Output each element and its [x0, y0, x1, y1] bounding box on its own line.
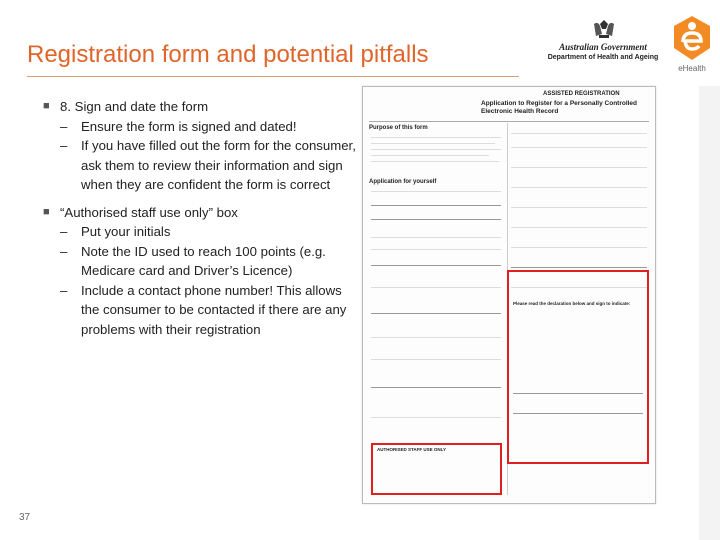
bullet-list: [43, 97, 363, 339]
form-tag: ASSISTED REGISTRATION: [543, 91, 620, 97]
dash-icon: –: [60, 243, 68, 259]
bullet-square-icon: ■: [43, 100, 50, 112]
right-margin: [699, 86, 720, 540]
sub-bullet: – Note the ID used to reach 100 points (e.g. Medicare card and Driver’s Licence): [60, 243, 326, 278]
form-staff-label: AUTHORISED STAFF USE ONLY: [377, 447, 447, 452]
bullet-heading: 8. Sign and date the form: [60, 99, 209, 114]
highlight-staff-box: [371, 443, 502, 495]
form-declaration: Please read the declaration below and sign to indicate:: [513, 301, 631, 306]
dash-icon: –: [60, 118, 68, 134]
slide-title: Registration form and potential pitfalls: [27, 41, 429, 68]
sub-bullet: – Put your initials: [43, 222, 363, 242]
dash-icon: –: [60, 138, 68, 153]
bullet-heading: “Authorised staff use only” box: [60, 204, 238, 220]
department-name: Department of Health and Ageing: [547, 54, 659, 61]
bullet-staff-box: [43, 203, 363, 223]
ehealth-logo: [670, 14, 714, 78]
ehealth-e-icon: [670, 14, 714, 64]
bullet-square-icon: ■: [43, 205, 50, 218]
title-underline: [27, 76, 519, 77]
dash-icon: –: [60, 224, 68, 239]
form-purpose-heading: Purpose of this form: [369, 125, 428, 131]
sub-bullet: – Ensure the form is signed and dated!: [43, 117, 363, 137]
ehealth-label: eHealth: [678, 64, 706, 73]
page-number: 37: [19, 512, 31, 523]
form-apply-heading: Application for yourself: [369, 179, 437, 185]
gov-name: Australian Government: [559, 42, 647, 52]
australian-government-logo: [538, 18, 668, 70]
highlight-declaration: [507, 270, 649, 464]
form-title: Application to Register for a Personally Controlled Electronic Health Record: [481, 100, 638, 115]
bullet-sign-date: [43, 97, 363, 117]
sub-bullet: – Include a contact phone number! This allows the consumer to be contacted if there are any problems with their registration: [60, 282, 347, 337]
dash-icon: –: [60, 282, 68, 298]
coat-of-arms-icon: [590, 18, 618, 40]
sub-bullet: – If you have filled out the form for the consumer, ask them to review their information and sign when they are confident the form is correct: [60, 138, 356, 192]
slide-header: [0, 0, 720, 86]
